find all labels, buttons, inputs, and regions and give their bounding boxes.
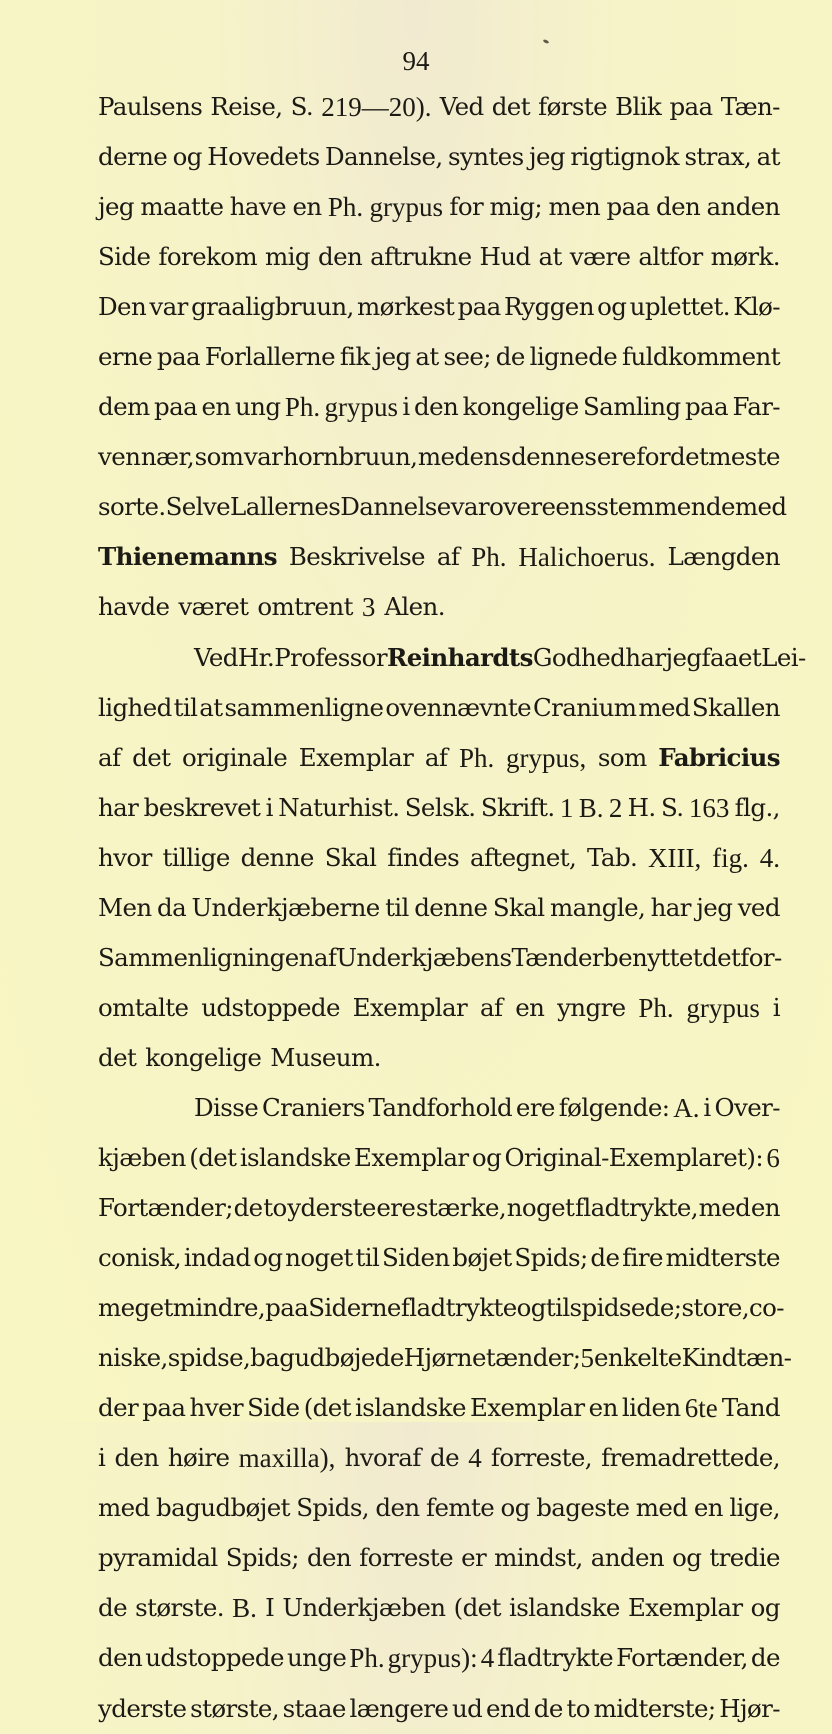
paragraph	[98, 82, 787, 633]
text-line: meget mindre, paa Siderne fladtrykte og tilspidsede; store, co-	[98, 1293, 784, 1323]
text-line: Fortænder; de to yderste ere stærke, noget fladtrykte, med en	[98, 1193, 780, 1223]
text-line: Thienemanns Beskrivelse af Ph. Halichoerus. Længden	[98, 542, 780, 573]
text-line: den udstoppede unge Ph. grypus): 4 fladtrykte Fortænder, de	[98, 1643, 780, 1674]
ink-speck	[543, 39, 550, 44]
text-line: niske, spidse, bagudbøjede Hjørnetænder; 5 enkelte Kindtæn-	[98, 1343, 792, 1374]
page-number: 94	[402, 46, 430, 76]
text-line: Ved Hr. Professor Reinhardts Godhed har jeg faaet Lei-	[194, 642, 806, 672]
text-line: i den høire maxilla), hvoraf de 4 forreste, fremadrettede,	[98, 1443, 780, 1474]
text-line: Sammenligningen af Underkjæbens Tænder benyttet det for-	[98, 942, 782, 972]
body-text	[98, 82, 806, 1734]
text-line: har beskrevet i Naturhist. Selsk. Skrift. 1 B. 2 H. S. 163 flg.,	[98, 792, 780, 823]
text-line: Paulsens Reise, S. 219—20). Ved det første Blik paa Tæn-	[98, 92, 780, 122]
text-line: af det originale Exemplar af Ph. grypus, som Fabricius	[98, 742, 780, 773]
text-line: dem paa en ung Ph. grypus i den kongelige Samling paa Far-	[98, 392, 780, 423]
text-line: Disse Craniers Tandforhold ere følgende: A. i Over-	[194, 1092, 780, 1123]
paragraph	[98, 633, 806, 1083]
text-line: det kongelige Museum.	[98, 1042, 381, 1072]
text-line: pyramidal Spids; den forreste er mindst, anden og tredie	[98, 1543, 780, 1573]
text-line: jeg maatte have en Ph. grypus for mig; men paa den anden	[98, 192, 780, 223]
text-line: med bagudbøjet Spids, den femte og bageste med en lige,	[98, 1493, 780, 1523]
text-line: omtalte udstoppede Exemplar af en yngre Ph. grypus i	[98, 992, 780, 1023]
text-line: havde været omtrent 3 Alen.	[98, 592, 445, 623]
text-line: der paa hver Side (det islandske Exemplar en liden 6te Tand	[98, 1393, 780, 1424]
text-line: sorte. Selve Lallernes Dannelse var overeensstemmende med	[98, 492, 787, 522]
text-line: ven nær, som var hornbruun, medens dennes ere fordetmeste	[98, 442, 780, 472]
text-line: derne og Hovedets Dannelse, syntes jeg rigtignok strax, at	[98, 142, 780, 172]
text-line: erne paa Forlallerne fik jeg at see; de lignede fuldkomment	[98, 342, 780, 372]
text-line: hvor tillige denne Skal findes aftegnet, Tab. XIII, fig. 4.	[98, 842, 780, 873]
text-line: de største. B. I Underkjæben (det islandske Exemplar og	[98, 1593, 780, 1624]
text-line: yderste største, staae længere ud end de to midterste; Hjør-	[98, 1693, 780, 1723]
text-line: kjæben (det islandske Exemplar og Original-Exemplaret): 6	[98, 1142, 780, 1173]
text-line: Men da Underkjæberne til denne Skal mangle, har jeg ved	[98, 892, 780, 922]
text-line: conisk, indad og noget til Siden bøjet Spids; de fire midterste	[98, 1243, 780, 1273]
text-line: Side forekom mig den aftrukne Hud at være altfor mørk.	[98, 242, 780, 272]
text-line: Den var graaligbruun, mørkest paa Ryggen og uplettet. Klø-	[98, 292, 780, 322]
text-line: lighed til at sammenligne ovennævnte Cranium med Skallen	[98, 692, 780, 722]
paragraph	[98, 1083, 792, 1734]
